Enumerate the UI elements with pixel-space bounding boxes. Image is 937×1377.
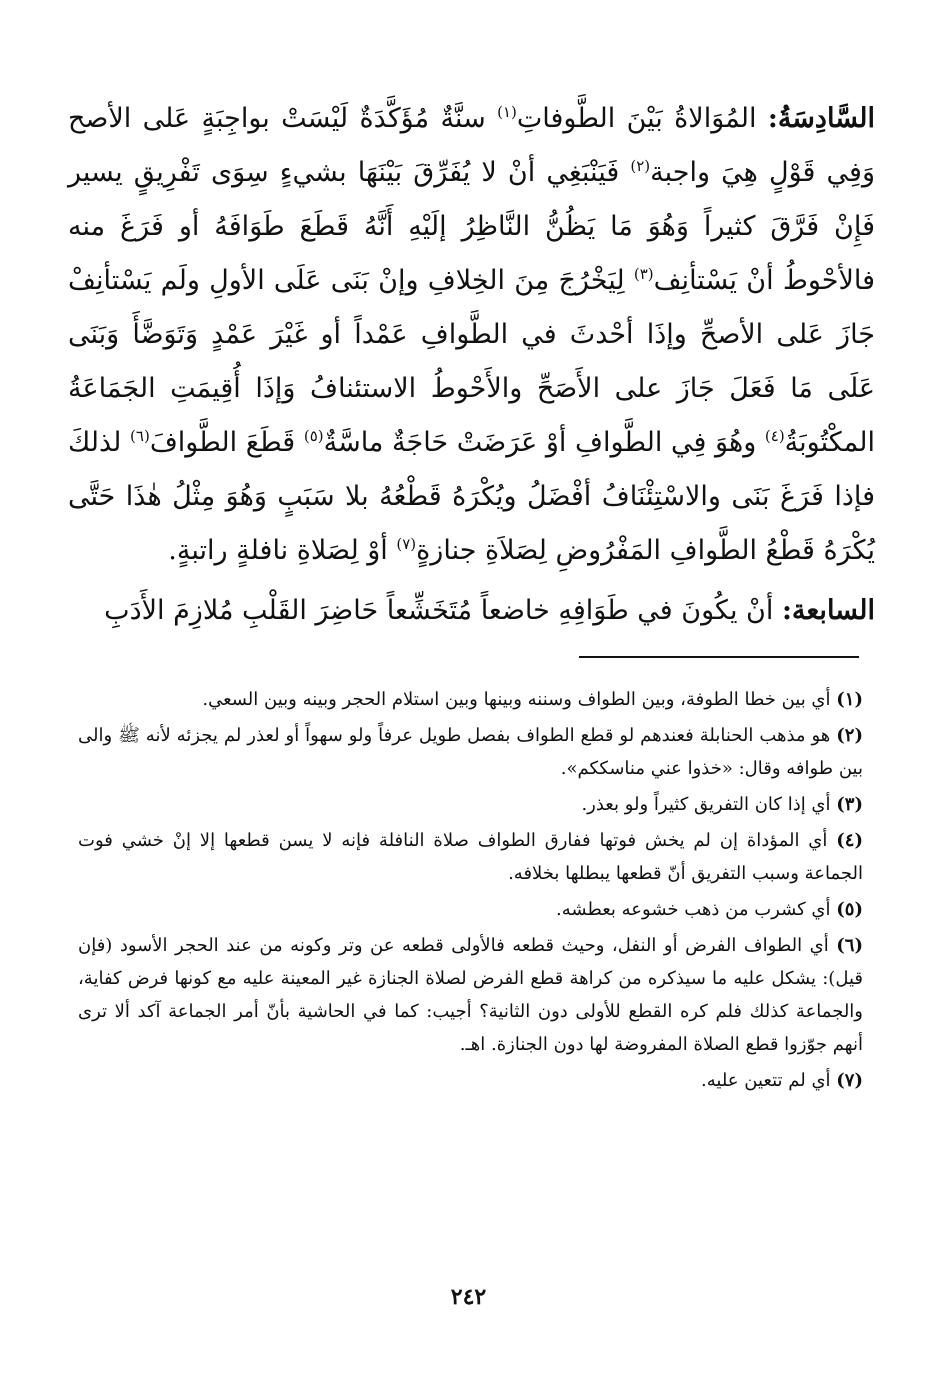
text-segment: لذلكَ فإذا فَرَغَ بَنَى والاسْتِئْنَافُ أفْضَلُ ويُكْرَهُ قَطْعُهُ بلا سَبَبٍ وَهُوَ مِثْلُ هٰذَا حَتَّى يُكْرَهُ قَطْعُ الطَّوافِ المَفْرُوضِ لِصَلاَةِ جنازةٍ — [68, 427, 875, 566]
text-segment: فَيَنْبَغِي أنْ لا يُفَرِّقَ بَيْنَهَا بشيءٍ سِوَى تَفْرِيقٍ يسير فَإِنْ فَرَّقَ كثيراً وَهُوَ مَا يَظُنُّ النَّاظِرُ إلَيْهِ أَنَّهُ قَطَعَ طَوَافَهُ أو فَرَغَ منه فالأحْوطُ أنْ يَسْتأنِف — [68, 157, 875, 296]
footnote-text: أي إذا كان التفريق كثيراً ولو بعذر. — [581, 794, 831, 815]
footnote-ref[interactable]: (٧) — [396, 535, 417, 553]
footnote-2 — [78, 719, 863, 785]
footnote-number: (٢) — [836, 725, 863, 746]
paragraph-seventh — [68, 584, 875, 638]
text-segment: المُوَالاةُ بَيْنَ الطَّوفاتِ — [516, 103, 768, 134]
footnotes — [78, 683, 863, 1100]
footnote-ref[interactable]: (٢) — [630, 157, 651, 175]
footnote-number: (٤) — [836, 830, 863, 851]
paragraph-lead: السابعة: — [781, 595, 875, 626]
footnote-ref[interactable]: (٥) — [303, 427, 324, 445]
footnote-text: أي كشرب من ذهب خشوعه بعطشه. — [556, 899, 831, 920]
footnote-3 — [78, 788, 863, 821]
text-segment: وهُوَ فِي الطَّوافِ أوْ عَرَضَتْ حَاجَةٌ ماسَّةٌ — [323, 427, 765, 458]
footnote-4 — [78, 824, 863, 890]
footnote-number: (٧) — [836, 1070, 863, 1091]
footnote-ref[interactable]: (٣) — [633, 265, 654, 283]
footnote-1 — [78, 683, 863, 716]
footnote-text: أي الطواف الفرض أو النفل، وحيث قطعه فالأولى قطعه عن وتر وكونه من عند الحجر الأسود (فإن قيل): يشكل عليه ما سيذكره من كراهة قطع الفرض لصلاة الجنازة غير المعينة عليه مع كونها فرض كفاية، والجماعة كذلك فلم كره القطع للأولى دون الثانية؟ أجيب: كما في الحاشية بأنّ أمر الجماعة آكد ألا ترى أنهم جوّزوا قطع الصلاة المفروضة لها دون الجنازة. اهـ. — [78, 935, 863, 1055]
footnote-6 — [78, 929, 863, 1061]
paragraph-lead: السَّادِسَةُ: — [767, 103, 875, 134]
footnote-text: هو مذهب الحنابلة فعندهم لو قطع الطواف بفصل طويل عرفاً ولو سهواً أو لعذر لم يجزئه لأنه ﷺ والى بين طوافه وقال: «خذوا عني مناسككم». — [78, 725, 863, 779]
text-segment: قَطَعَ الطَّوافَ — [149, 427, 304, 458]
footnote-ref[interactable]: (٦) — [130, 427, 150, 445]
footnote-7 — [78, 1064, 863, 1097]
text-segment: لِيَخْرُجَ مِنَ الخِلافِ وإنْ بَنَى عَلَى الأولِ ولَم يَسْتأنِفْ جَازَ عَلى الأصحِّ وإذَا أحْدثَ في الطَّوافِ عَمْداً أو غَيْرَ عَمْدٍ وَتَوَضَّأَ وَبَنَى عَلَى مَا فَعَلَ جَازَ على الأَصَحِّ والأَحْوطُ الاستئنافُ وَإذَا أُقِيمَتِ الجَمَاعَةُ المكْتُوبَةُ — [68, 265, 876, 458]
footnote-ref[interactable]: (١) — [497, 103, 517, 121]
text-segment: أوْ لِصَلاةِ نافلةٍ راتبةٍ. — [168, 535, 397, 566]
footnote-number: (٣) — [836, 794, 863, 815]
paragraph-sixth — [68, 92, 875, 578]
footnote-5 — [78, 893, 863, 926]
main-text — [68, 92, 875, 638]
footnote-number: (١) — [836, 689, 863, 710]
footnote-number: (٦) — [836, 935, 863, 956]
footnote-text: أي المؤداة إن لم يخش فوتها ففارق الطواف صلاة النافلة فإنه لا يسن قطعها إلا إنْ خشي فوت الجماعة وسبب التفريق أنّ قطعها يبطلها بخلافه. — [78, 830, 863, 884]
footnote-divider — [579, 656, 859, 658]
footnote-text: أي لم تتعين عليه. — [701, 1070, 831, 1091]
footnote-number: (٥) — [836, 899, 863, 920]
text-segment: سنَّةٌ مُؤَكَّدَةٌ لَيْسَتْ بواجِبَةٍ عَلى الأصح وَفِي قَوْلٍ هِيَ واجبة — [68, 103, 876, 188]
footnote-text: أي بين خطا الطوفة، وبين الطواف وسننه وبينها وبين استلام الحجر وبينه وبين السعي. — [202, 689, 831, 710]
text-segment: أنْ يكُونَ في طَوَافِهِ خاضعاً مُتَخَشِّعاً حَاضِرَ القَلْبِ مُلازِمَ الأَدَبِ — [104, 595, 782, 626]
footnote-ref[interactable]: (٤) — [764, 427, 785, 445]
page-number: ٢٤٢ — [450, 1284, 487, 1310]
